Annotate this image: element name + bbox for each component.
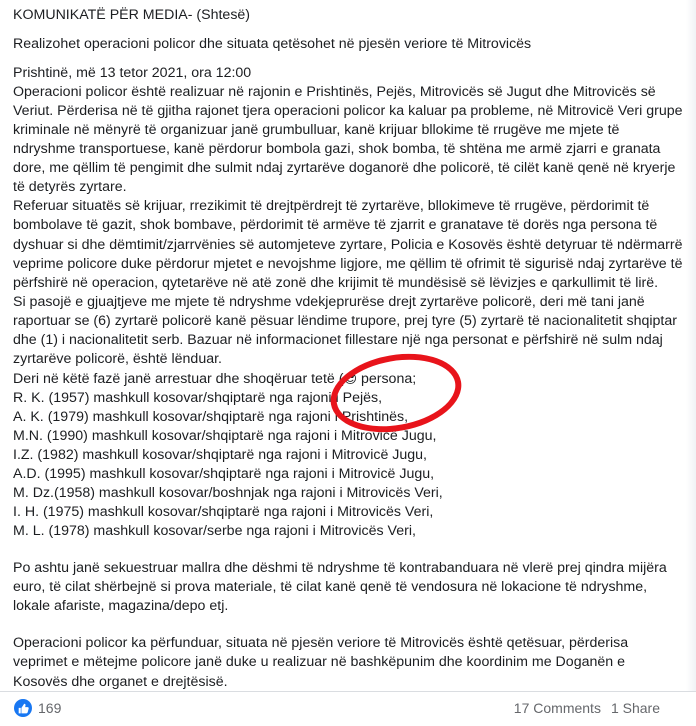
arrest-intro: Deri në këtë fazë janë arrestuar dhe shoqëruar tetë (😎 persona; (13, 370, 417, 387)
reaction-count: 169 (38, 700, 62, 716)
comments-link[interactable]: 17 Comments (513, 700, 601, 716)
engagement-counts (514, 700, 660, 716)
list-item: M.N. (1990) mashkull kosovar/shqiptarë nga rajoni i Mitrovicë Jugu, (13, 427, 437, 444)
list-item: M. Dz.(1958) mashkull kosovar/boshnjak nga rajoni i Mitrovicës Veri, (13, 485, 443, 502)
list-item: I. H. (1975) mashkull kosovar/shqiptarë nga rajoni i Mitrovicës Veri, (13, 504, 434, 521)
post-subtitle: Realizohet operacioni policor dhe situata qetësohet në pjesën veriore të Mitrovicës (13, 36, 532, 53)
post-paragraph: Operacioni policor ka përfunduar, situata në pjesën veriore të Mitrovicës është qetësuar, përderisa veprimet e mëtejme policore janë duke u realizuar në bashkëpunim dhe koordinim me Doganën e Kosovës dhe organet e drejtësisë. (13, 635, 629, 690)
post-dateline: Prishtinë, më 13 tetor 2021, ora 12:00 (13, 65, 252, 82)
list-item: A. K. (1979) mashkull kosovar/shqiptarë nga rajoni i Prishtinës, (13, 408, 409, 425)
list-item: R. K. (1957) mashkull kosovar/shqiptarë nga rajoni i Pejës, (13, 389, 383, 406)
post-paragraph: Operacioni policor është realizuar në rajonin e Prishtinës, Pejës, Mitrovicës së Jugut dhe Mitrovicës së Veriut. Përderisa në të gjitha rajonet tjera operacioni policor ka kaluar pa probleme, në Mitrovicë Veri grupe kriminale në mënyrë të organizuar janë grumbulluar, kanë krijuar bllokime të rrugëve me mjete të ndryshme transportuese, kanë përdorur bombola gazi, shok bomba, të shtëna me armë zjarri e granata dore, me qëllim të pengimit dhe sulmit ndaj zyrtarëve doganorë dhe policorë, të cilët kanë qenë në kryerje të detyrës zyrtare. (13, 84, 683, 196)
list-item: I.Z. (1982) mashkull kosovar/shqiptarë nga rajoni i Mitrovicë Jugu, (13, 447, 427, 464)
scroll-edge (686, 0, 696, 691)
post-paragraph: Si pasojë e gjuajtjeve me mjete të ndryshme vdekjeprurëse drejt zyrtarëve policorë, deri më tani janë raportuar se (6) zyrtarë policorë kanë pësuar lëndime trupore, prej tyre (5) zyrtarë të nacionalitetit shqiptar dhe (1) i nacionalitetit serb. Bazuar në informacionet fillestare një nga personat e përfshirë në sulm ndaj zyrtarëve policorë, është lënduar. (13, 293, 677, 367)
arrest-list (13, 389, 683, 541)
shares-link[interactable]: 1 Share (610, 700, 660, 716)
list-item: M. L. (1978) mashkull kosovar/serbe nga rajoni i Mitrovicës Veri, (13, 523, 416, 540)
list-item: A.D. (1995) mashkull kosovar/shqiptarë nga rajoni i Mitrovicë Jugu, (13, 466, 435, 483)
post-paragraph: Po ashtu janë sekuestruar mallra dhe dëshmi të ndryshme të kontrabanduara në vlerë prej qindra mijëra euro, të cilat shërbejnë si prova materiale, të cilat kanë qenë të vendosura në lokacione të ndryshme, lokale afariste, magazina/depo etj. (13, 560, 667, 615)
reaction-summary[interactable] (14, 699, 61, 717)
post-title: KOMUNIKATË PËR MEDIA- (Shtesë) (13, 7, 251, 23)
post-body (13, 6, 683, 692)
sunglasses-emoji-icon: 😎 (343, 370, 358, 386)
post-footer (0, 691, 696, 726)
post-paragraph: Referuar situatës së krijuar, rrezikimit të drejtpërdrejt të zyrtarëve, bllokimeve të rrugëve, përdorimit të bombolave të gazit, shok bombave, përdorimit të armëve të zjarrit e granatave të dorës nga persona të dyshuar si dhe dëmtimit/zjarrvënies së automjeteve zyrtare, Policia e Kosovës është detyruar të ndërmarrë veprime policore duke përdorur mjetet e nevojshme ligjore, me qëllim të ofrimit të sigurisë ndaj zyrtarëve të përfshirë në operacion, qytetarëve në atë zonë dhe krijimit të mundësisë së lëvizjes e qarkullimit të lirë. (13, 198, 683, 291)
like-icon (14, 699, 32, 717)
